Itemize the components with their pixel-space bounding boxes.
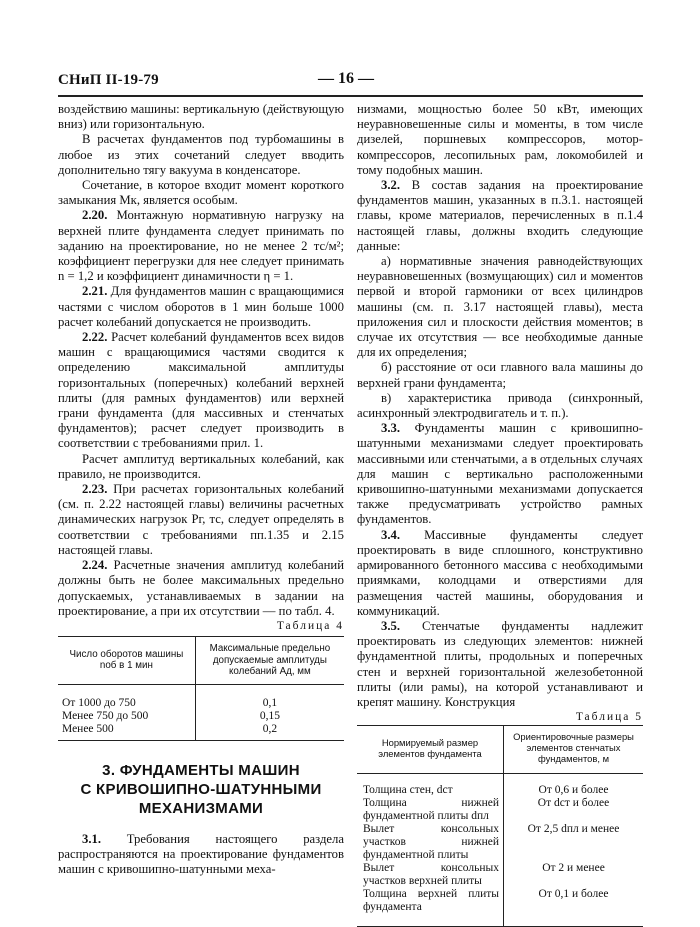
paragraph: Сочетание, в которое входит момент короткого замыкания Mк, является особым.	[58, 178, 344, 208]
clause-number: 3.5.	[381, 618, 401, 633]
table-header-cell: Максимальные предельно допускаемые амплитуды колебаний Ад, мм	[195, 637, 344, 685]
table-cell: Толщина стен, dст	[363, 783, 453, 796]
table-cell: От dст и более	[504, 797, 644, 823]
table-5-caption: Таблица 5	[575, 711, 643, 724]
clause-2-23	[58, 482, 344, 558]
clause-3-3	[357, 421, 643, 527]
clause-number: 2.20.	[82, 208, 108, 223]
table-cell: От 0,6 и более	[504, 773, 644, 797]
left-column	[58, 102, 344, 877]
paragraph: низмами, мощностью более 50 кВт, имеющих неуравновешенные силы и моменты, в том числе дизелей, поршневых компрессоров, мотор-компрессоров, лесопильных рам, локомобилей и тому подобных машин.	[357, 102, 643, 177]
table-cell: Толщина нижней фундаментной плиты dпл	[363, 796, 499, 822]
table-header-row	[357, 726, 643, 773]
table-4	[58, 636, 344, 741]
clause-2-24	[58, 558, 344, 619]
table-row	[357, 823, 643, 862]
table-row	[357, 862, 643, 888]
page-number: — 16 —	[318, 70, 374, 87]
clause-3-2	[357, 178, 643, 254]
document-code: СНиП II-19-79	[58, 72, 159, 88]
table-cell: 0,2	[195, 723, 344, 741]
table-row	[357, 888, 643, 927]
clause-text: При расчетах горизонтальных колебаний (см. п. 2.22 настоящей главы) величины расчетных динамических нагрузок Pг, тс, следует определять в соответствии с требованиями пп.1.35 и 2.15 настоящей главы.	[58, 482, 345, 557]
table-header-row	[58, 637, 344, 685]
clause-text: Фундаменты машин с кривошипно-шатунными механизмами следует проектировать массивными или стенчатыми, а в отдельных случаях для машин с вертикально расположенными кривошипно-шатунными механизмами допускается также предусматривать устройство рамных фундаментов.	[357, 421, 644, 527]
clause-text: Монтажную нормативную нагрузку на верхней плите фундамента следует принимать по заданию на проектирование, но не менее 2 тс/м²; коэффициент перегрузки для нее следует принимать n = 1,2 и коэффициент динамичности η = 1.	[58, 208, 344, 284]
list-item: б) расстояние от оси главного вала машины до верхней грани фундамента;	[357, 360, 643, 390]
clause-2-21	[58, 284, 344, 330]
table-cell: Толщина верхней плиты фундамента	[357, 888, 504, 927]
clause-number: 2.22.	[82, 330, 108, 345]
header-rule	[58, 95, 643, 97]
table-header-cell: Число оборотов машины nоб в 1 мин	[58, 637, 195, 685]
table-header-cell: Нормируемый размер элементов фундамента	[357, 726, 504, 773]
clause-2-20	[58, 208, 344, 284]
clause-number: 3.2.	[381, 178, 401, 193]
section-title-line: С КРИВОШИПНО-ШАТУННЫМИ	[80, 780, 322, 798]
clause-text: Расчетные значения амплитуд колебаний должны быть не более максимальных предельно допускаемых, устанавливаемых в задании на проектирование, а при их отсутствии — по табл. 4.	[58, 558, 345, 618]
table-cell: От 0,1 и более	[504, 888, 644, 927]
table-cell: 0,1	[195, 684, 344, 710]
table-4-caption: Таблица 4	[276, 619, 344, 632]
table-cell: Вылет консольных участков нижней фундаментной плиты	[363, 822, 499, 861]
table-row	[357, 797, 643, 823]
clause-text: Для фундаментов машин с вращающимися частями с числом оборотов в 1 мин больше 1000 расчет колебаний допускается не производить.	[58, 284, 345, 329]
table-row	[58, 684, 344, 710]
clause-3-5	[357, 619, 643, 710]
table-row	[58, 710, 344, 723]
clause-number: 2.23.	[82, 482, 108, 497]
table-cell: От 2,5 dпл и менее	[504, 823, 644, 862]
table-header-cell: Ориентировочные размеры элементов стенчатых фундаментов, м	[504, 726, 644, 773]
paragraph: Расчет амплитуд вертикальных колебаний, как правило, не производится.	[58, 451, 344, 481]
clause-2-22	[58, 330, 344, 452]
clause-text: Массивные фундаменты следует проектировать в виде сплошного, конструктивно армированного бетонного массива с необходимыми приямками, колодцами и отверстиями для размещения частей машины, оборудования и коммуникаций.	[357, 527, 643, 618]
section-title-line: 3. ФУНДАМЕНТЫ МАШИН	[102, 761, 300, 779]
clause-number: 3.4.	[381, 527, 401, 542]
clause-3-4	[357, 528, 643, 619]
clause-number: 3.3.	[381, 421, 401, 436]
list-item: в) характеристика привода (синхронный, асинхронный электродвигатель и т. п.).	[357, 390, 643, 421]
table-cell: От 1000 до 750	[62, 696, 136, 709]
clause-number: 2.24.	[82, 558, 108, 573]
clause-text: Расчет колебаний фундаментов всех видов машин с вращающимися частями сводится к определению максимальной амплитуды горизонтальных (поперечных) колебаний верхней плиты (для рамных фундаментов) или верхней грани фундамента (для массивных и стенчатых фундаментов); расчет следует производить в соответствии с требованиями прил. 1.	[58, 330, 344, 451]
paragraph: воздействию машины: вертикальную (действующую вниз) или горизонтальную.	[58, 102, 344, 132]
table-row	[58, 723, 344, 741]
section-title-line: МЕХАНИЗМАМИ	[138, 799, 264, 817]
paragraph: В расчетах фундаментов под турбомашины в любое из этих сочетаний следует вводить дополнительно тягу вакуума в конденсаторе.	[58, 132, 344, 177]
right-column	[357, 102, 643, 927]
section-3-title	[58, 761, 344, 818]
clause-text: Стенчатые фундаменты надлежит проектировать из следующих элементов: нижней фундаментной плиты, продольных и поперечных стен и верхней горизонтальной железобетонной плиты (или рамы), на которой устанавливают и крепят машину. Конструкция	[357, 618, 644, 709]
table-5	[357, 725, 643, 926]
clause-number: 3.1.	[82, 831, 102, 846]
table-cell: Менее 750 до 500	[62, 709, 149, 722]
clause-3-1	[58, 832, 344, 878]
table-cell: От 2 и менее	[504, 862, 644, 888]
table-cell: 0,15	[195, 710, 344, 723]
table-cell: Вылет консольных участков верхней плиты	[363, 861, 499, 887]
clause-text: Требования настоящего раздела распространяются на проектирование фундаментов машин с кривошипно-шатунными меха-	[58, 831, 344, 877]
table-cell: Менее 500	[58, 723, 195, 741]
clause-number: 2.21.	[82, 284, 108, 299]
list-item: а) нормативные значения равнодействующих неуравновешенных (возмущающих) сил и моментов первой и второй гармоники от всех цилиндров машины (см. п. 3.17 настоящей главы), места приложения сил и плоскости действия моментов; в случае их отсутствия — все необходимые данные для их определения;	[357, 254, 643, 360]
table-row	[357, 773, 643, 797]
clause-text: В состав задания на проектирование фундаментов машин, указанных в п.3.1. настоящей главы, кроме материалов, перечисленных в п.1.4 настоящей главы, должны входить следующие данные:	[357, 178, 643, 253]
